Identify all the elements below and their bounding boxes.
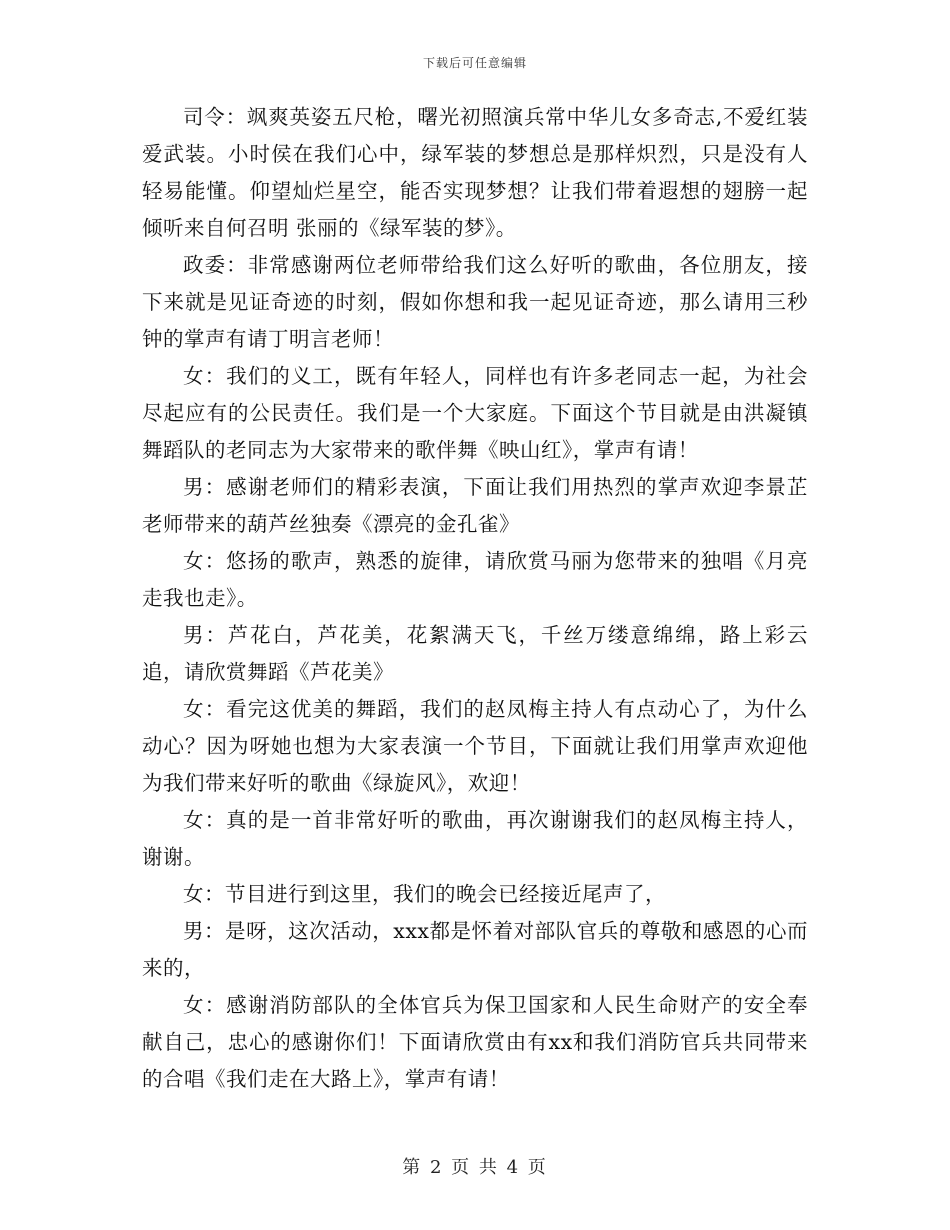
- paragraph-9: 女：节目进行到这里，我们的晚会已经接近尾声了，: [183, 882, 666, 906]
- paragraph-8: 女：真的是一首非常好听的歌曲，再次谢谢我们的赵凤梅主持人，谢谢。: [142, 808, 808, 869]
- paragraph-7: 女：看完这优美的舞蹈，我们的赵凤梅主持人有点动心了，为什么动心？因为呀她也想为大家表演一个节目，下面就让我们用掌声欢迎他为我们带来好听的歌曲《绿旋风》，欢迎！: [142, 697, 808, 795]
- paragraph-5: 女：悠扬的歌声，熟悉的旋律，请欣赏马丽为您带来的独唱《月亮走我也走》。: [142, 549, 808, 610]
- page-number: 第 2 页 共 4 页: [402, 1157, 548, 1178]
- paragraph-3: 女：我们的义工，既有年轻人，同样也有许多老同志一起，为社会尽起应有的公民责任。我们是一个大家庭。下面这个节目就是由洪凝镇舞蹈队的老同志为大家带来的歌伴舞《映山红》，掌声有请！: [142, 364, 808, 462]
- paragraph-6: 男：芦花白，芦花美，花絮满天飞，千丝万缕意绵绵，路上彩云追，请欣赏舞蹈《芦花美》: [142, 623, 808, 684]
- document-body: [142, 99, 808, 1098]
- paragraph-11: 女：感谢消防部队的全体官兵为保卫国家和人民生命财产的安全奉献自己，忠心的感谢你们！下面请欣赏由有xx和我们消防官兵共同带来的合唱《我们走在大路上》，掌声有请！: [142, 993, 808, 1091]
- paragraph-4: 男：感谢老师们的精彩表演，下面让我们用热烈的掌声欢迎李景芷老师带来的葫芦丝独奏《漂亮的金孔雀》: [142, 475, 808, 536]
- page-header-note: 下载后可任意编辑: [422, 56, 527, 70]
- paragraph-2: 政委：非常感谢两位老师带给我们这么好听的歌曲，各位朋友，接下来就是见证奇迹的时刻，假如你想和我一起见证奇迹，那么请用三秒钟的掌声有请丁明言老师！: [142, 253, 808, 351]
- paragraph-10: 男：是呀，这次活动，xxx都是怀着对部队官兵的尊敬和感恩的心而来的，: [142, 919, 808, 980]
- paragraph-1: 司令：飒爽英姿五尺枪，曙光初照演兵常中华儿女多奇志,不爱红装爱武装。小时侯在我们心中，绿军装的梦想总是那样炽烈，只是没有人轻易能懂。仰望灿烂星空，能否实现梦想？让我们带着遐想的翅膀一起倾听来自何召明 张丽的《绿军装的梦》。: [142, 105, 808, 240]
